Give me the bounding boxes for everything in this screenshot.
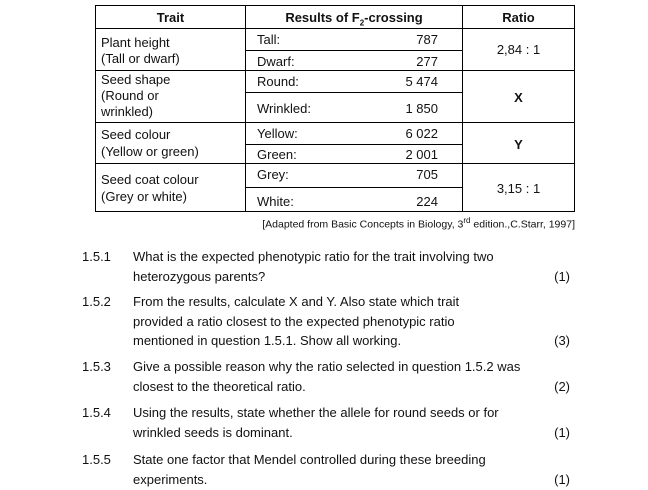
question-marks: (1) xyxy=(554,268,570,284)
question-text-line: What is the expected phenotypic ratio for the trait involving two xyxy=(133,249,494,264)
phenotype-count: 787 xyxy=(416,32,438,47)
question-number: 1.5.3 xyxy=(82,359,111,374)
question-number: 1.5.5 xyxy=(82,452,111,467)
question-text-line: heterozygous parents? xyxy=(133,268,266,284)
trait-options-cont: wrinkled) xyxy=(101,104,154,119)
phenotype-label: Green: xyxy=(257,147,297,162)
question-text-line: mentioned in question 1.5.1. Show all working. xyxy=(133,333,402,348)
trait-options: (Round or xyxy=(101,88,159,103)
phenotype-count: 2 001 xyxy=(405,147,438,162)
row-divider xyxy=(96,163,574,164)
question-1-5-5 xyxy=(82,450,572,490)
question-1-5-2 xyxy=(82,292,572,352)
header-results xyxy=(246,10,462,31)
subrow-divider xyxy=(245,50,463,51)
question-marks: (2) xyxy=(554,378,570,394)
phenotype-count: 224 xyxy=(416,194,438,209)
ratio-value-x: X xyxy=(514,90,523,105)
trait-options: (Yellow or green) xyxy=(101,144,199,159)
ratio-value-y: Y xyxy=(514,137,523,152)
row-divider xyxy=(96,122,574,123)
header-results-subscript: 2 xyxy=(359,18,365,28)
phenotype-label: Tall: xyxy=(257,32,281,47)
phenotype-count: 5 474 xyxy=(405,74,438,89)
header-trait: Trait xyxy=(156,10,185,25)
phenotype-label: Grey: xyxy=(257,167,289,182)
question-number: 1.5.4 xyxy=(82,405,111,420)
question-text-line: Give a possible reason why the ratio selected in question 1.5.2 was xyxy=(133,359,521,374)
phenotype-count: 6 022 xyxy=(405,126,438,141)
citation-text: [Adapted from Basic Concepts in Biology, 3 xyxy=(262,218,464,231)
question-text-line: From the results, calculate X and Y. Also state which trait xyxy=(133,294,460,309)
question-1-5-1 xyxy=(82,247,572,287)
citation-suffix: edition.,C.Starr, 1997] xyxy=(470,218,575,231)
phenotype-label: Wrinkled: xyxy=(257,101,311,116)
question-text-line: wrinkled seeds is dominant. xyxy=(133,424,293,440)
question-text-line: provided a ratio closest to the expected phenotypic ratio xyxy=(133,313,455,329)
phenotype-label: Round: xyxy=(257,74,299,89)
question-text-line: experiments. xyxy=(133,471,208,487)
question-number: 1.5.2 xyxy=(82,294,111,309)
trait-name: Seed colour xyxy=(101,127,171,142)
row-divider xyxy=(96,70,574,71)
phenotype-label: Yellow: xyxy=(257,126,298,141)
header-results-suffix: -crossing xyxy=(364,10,423,25)
question-1-5-3 xyxy=(82,357,572,397)
ratio-value: 3,15 : 1 xyxy=(496,181,541,196)
ratio-value: 2,84 : 1 xyxy=(496,42,541,57)
question-marks: (3) xyxy=(554,333,570,348)
trait-options: (Grey or white) xyxy=(101,189,187,204)
phenotype-label: White: xyxy=(257,194,294,209)
question-number: 1.5.1 xyxy=(82,249,111,264)
trait-name: Seed shape xyxy=(101,72,171,87)
question-text-line: State one factor that Mendel controlled during these breeding xyxy=(133,452,486,467)
phenotype-count: 705 xyxy=(416,167,438,182)
trait-options: (Tall or dwarf) xyxy=(101,51,180,66)
phenotype-label: Dwarf: xyxy=(257,54,295,69)
trait-name: Seed coat colour xyxy=(101,172,199,187)
phenotype-count: 277 xyxy=(416,54,438,69)
header-results-text: Results of F xyxy=(285,10,360,25)
question-1-5-4 xyxy=(82,403,572,443)
subrow-divider xyxy=(245,187,463,188)
question-marks: (1) xyxy=(554,424,570,440)
phenotype-count: 1 850 xyxy=(405,101,438,116)
subrow-divider xyxy=(245,144,463,145)
results-table xyxy=(95,5,575,212)
question-text-line: closest to the theoretical ratio. xyxy=(133,378,306,394)
subrow-divider xyxy=(245,92,463,93)
source-citation xyxy=(262,216,575,231)
question-text-line: Using the results, state whether the allele for round seeds or for xyxy=(133,405,499,420)
citation-superscript: rd xyxy=(463,216,471,225)
question-marks: (1) xyxy=(554,471,570,487)
trait-name: Plant height xyxy=(101,35,170,50)
header-ratio: Ratio xyxy=(502,10,535,25)
column-divider xyxy=(245,6,246,212)
